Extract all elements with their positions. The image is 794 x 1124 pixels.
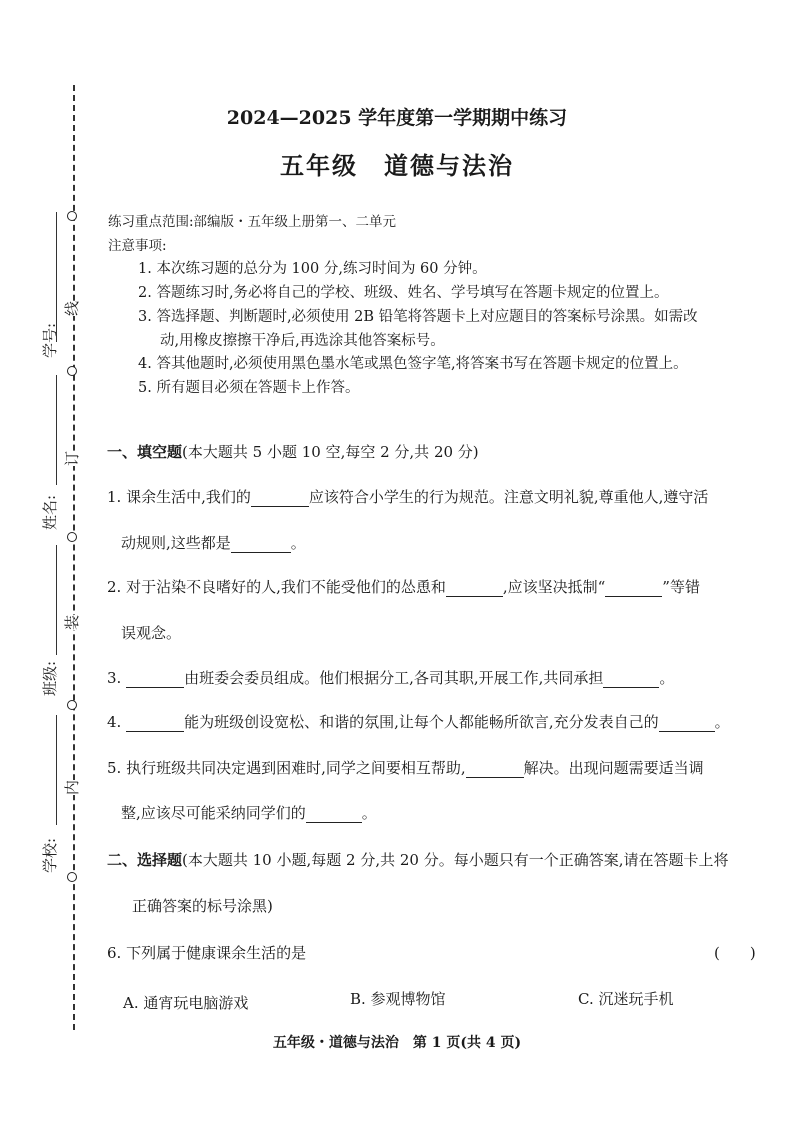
section-1-title: 一、填空题	[107, 443, 183, 461]
binding-dashed-line	[73, 85, 75, 1030]
exam-title: 2024—2025 学年度第一学期期中练习	[226, 107, 568, 129]
section-2-desc: (本大题共 10 小题,每题 2 分,共 20 分。每小题只有一个正确答案,请在答题卡上将	[182, 851, 729, 869]
school-label: 学校:	[41, 837, 60, 874]
answer-blank[interactable]	[231, 537, 291, 553]
binding-char-zhuang: 装	[63, 614, 82, 631]
exam-subject-title: 五年级 道德与法治	[280, 151, 514, 180]
binding-char-nei: 内	[63, 779, 82, 796]
question-1-line-2	[121, 532, 306, 553]
q2-text: ,应该坚决抵制“	[502, 578, 606, 596]
binding-char-xian: 线	[63, 300, 82, 317]
q3-text: 由班委会委员组成。他们根据分工,各司其职,开展工作,共同承担	[184, 669, 604, 687]
answer-blank[interactable]	[446, 581, 503, 597]
student-id-label: 学号:	[41, 322, 60, 359]
answer-blank[interactable]	[126, 716, 184, 732]
q1-text: 。	[290, 534, 306, 552]
question-2-line-1	[107, 576, 700, 597]
page-footer: 五年级・道德与法治 第 1 页(共 4 页)	[272, 1035, 522, 1051]
q5-text: 整,应该尽可能采纳同学们的	[121, 804, 306, 822]
binding-hole	[67, 366, 77, 376]
q3-text: 。	[659, 669, 675, 687]
section-2-desc-cont: 正确答案的标号涂黑)	[132, 897, 273, 915]
question-5-line-2	[121, 802, 377, 823]
section-heading	[107, 849, 729, 870]
practice-scope: 练习重点范围:部编版・五年级上册第一、二单元	[108, 214, 397, 230]
question-1-line-1	[107, 486, 708, 507]
section-2-title: 二、选择题	[107, 851, 183, 869]
question-2-line-2: 误观念。	[121, 624, 182, 642]
q2-text: 2. 对于沾染不良嗜好的人,我们不能受他们的怂恿和	[107, 578, 446, 596]
q5-text: 5. 执行班级共同决定遇到困难时,同学之间要相互帮助,	[107, 759, 466, 777]
answer-blank[interactable]	[306, 807, 362, 823]
section-heading	[107, 441, 479, 462]
q2-text: ”等错	[662, 578, 700, 596]
binding-hole	[67, 700, 77, 710]
question-6-stem: 6. 下列属于健康课余生活的是	[107, 944, 307, 962]
section-1-desc: (本大题共 5 小题 10 空,每空 2 分,共 20 分)	[182, 443, 479, 461]
note-item: 2. 答题练习时,务必将自己的学校、班级、姓名、学号填写在答题卡规定的位置上。	[138, 285, 669, 301]
note-item: 4. 答其他题时,必须使用黑色墨水笔或黑色签字笔,将答案书写在答题卡规定的位置上。	[138, 356, 688, 372]
class-field[interactable]	[56, 545, 57, 655]
school-field[interactable]	[56, 715, 57, 825]
note-item: 3. 答选择题、判断题时,必须使用 2B 铅笔将答题卡上对应题目的答案标号涂黑。如需改	[138, 309, 698, 325]
q4-text: 。	[714, 713, 730, 731]
note-item: 1. 本次练习题的总分为 100 分,练习时间为 60 分钟。	[138, 261, 487, 277]
answer-blank[interactable]	[659, 716, 715, 732]
name-field[interactable]	[56, 375, 57, 485]
binding-hole	[67, 532, 77, 542]
answer-blank[interactable]	[251, 491, 309, 507]
option-b[interactable]: B. 参观博物馆	[350, 990, 446, 1008]
answer-blank[interactable]	[603, 672, 659, 688]
option-c[interactable]: C. 沉迷玩手机	[578, 990, 674, 1008]
q1-text: 1. 课余生活中,我们的	[107, 488, 251, 506]
binding-hole	[67, 872, 77, 882]
q5-text: 。	[361, 804, 377, 822]
q5-text: 解决。出现问题需要适当调	[523, 759, 704, 777]
option-a[interactable]: A. 通宵玩电脑游戏	[123, 994, 249, 1012]
question-5-line-1	[107, 757, 704, 778]
q4-text: 4.	[107, 713, 122, 731]
binding-hole	[67, 211, 77, 221]
note-item: 5. 所有题目必须在答题卡上作答。	[138, 380, 360, 396]
student-id-field[interactable]	[56, 212, 57, 342]
answer-blank[interactable]	[605, 581, 662, 597]
answer-blank[interactable]	[126, 672, 184, 688]
question-4	[107, 711, 730, 732]
class-label: 班级:	[41, 660, 60, 697]
answer-blank[interactable]	[466, 762, 524, 778]
q3-text: 3.	[107, 669, 122, 687]
q1-text: 动规则,这些都是	[121, 534, 231, 552]
question-3	[107, 667, 674, 688]
answer-bracket: ( )	[714, 944, 756, 962]
note-item: 动,用橡皮擦擦干净后,再选涂其他答案标号。	[160, 333, 445, 349]
binding-char-ding: 订	[63, 450, 82, 467]
name-label: 姓名:	[41, 494, 60, 531]
q4-text: 能为班级创设宽松、和谐的氛围,让每个人都能畅所欲言,充分发表自己的	[184, 713, 659, 731]
notes-heading: 注意事项:	[108, 238, 167, 254]
q1-text: 应该符合小学生的行为规范。注意文明礼貌,尊重他人,遵守活	[308, 488, 709, 506]
